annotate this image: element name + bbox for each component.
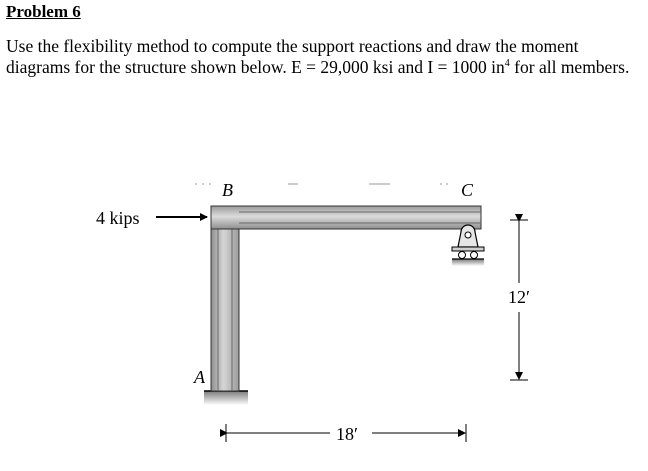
span-dimension-label: 18′ xyxy=(336,424,358,444)
support-a-label: A xyxy=(194,367,205,387)
fixed-support-a xyxy=(204,391,248,405)
problem-text-part2: for all members. xyxy=(509,57,630,77)
roller-support-c xyxy=(452,225,484,266)
problem-text-part1: Use the flexibility method to compute the support reactions and draw the moment diagrams for the structure shown below. E = 29,000 ksi and I = 1000 in xyxy=(6,36,579,77)
height-dimension-label: 12′ xyxy=(508,287,530,307)
problem-title: Problem 6 xyxy=(6,2,81,21)
beam-bc xyxy=(211,206,481,229)
joint-b-label: B xyxy=(222,180,233,200)
column-ab xyxy=(211,206,239,391)
load-label: 4 kips xyxy=(96,208,140,228)
inertia-exponent: 4 xyxy=(504,58,510,69)
joint-c-label: C xyxy=(461,180,474,200)
